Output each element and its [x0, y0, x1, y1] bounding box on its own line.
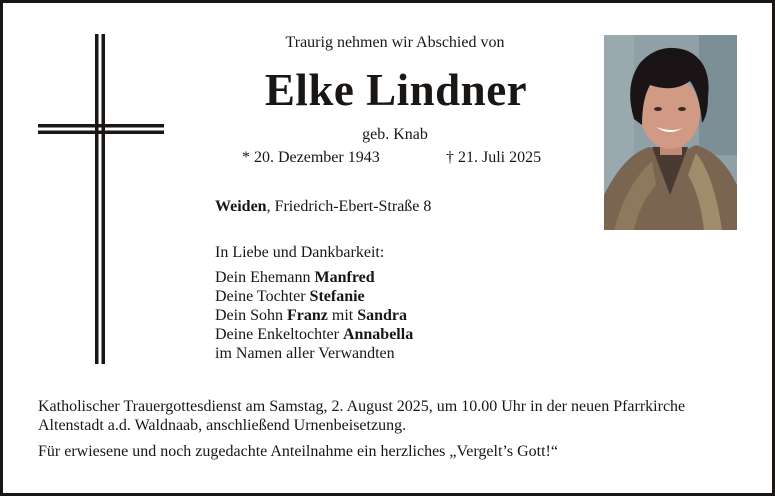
thanks-text: Für erwiesene und noch zugedachte Anteilnahme ein herzliches „Vergelt’s Gott!“	[38, 443, 558, 460]
birth-date: * 20. Dezember 1943	[242, 149, 380, 166]
address-city: Weiden	[215, 198, 267, 215]
mourners-list	[215, 268, 413, 363]
mourner-line: Deine Tochter Stefanie	[215, 288, 365, 305]
maiden-name: geb. Knab	[362, 126, 428, 143]
mourner-line: Dein Ehemann Manfred	[215, 269, 375, 286]
intro-line: Traurig nehmen wir Abschied von	[285, 34, 505, 51]
mourner-line: Dein Sohn Franz mit Sandra	[215, 307, 408, 324]
death-date: † 21. Juli 2025	[446, 149, 542, 166]
deceased-name: Elke Lindner	[264, 65, 528, 115]
service-text: Katholischer Trauergottesdienst am Samstag, 2. August 2025, um 10.00 Uhr in der neuen Pfarrkirche Altenstadt a.d. Waldnaab, anschließend Urnenbeisetzung.	[38, 398, 686, 434]
address	[215, 198, 431, 216]
portrait-photo	[604, 35, 737, 230]
address-street: , Friedrich-Ebert-Straße 8	[266, 198, 432, 215]
mourner-line: Deine Enkeltochter Annabella	[215, 326, 414, 343]
mourner-line: im Namen aller Verwandten	[215, 345, 395, 362]
love-line: In Liebe und Dankbarkeit:	[215, 244, 385, 261]
